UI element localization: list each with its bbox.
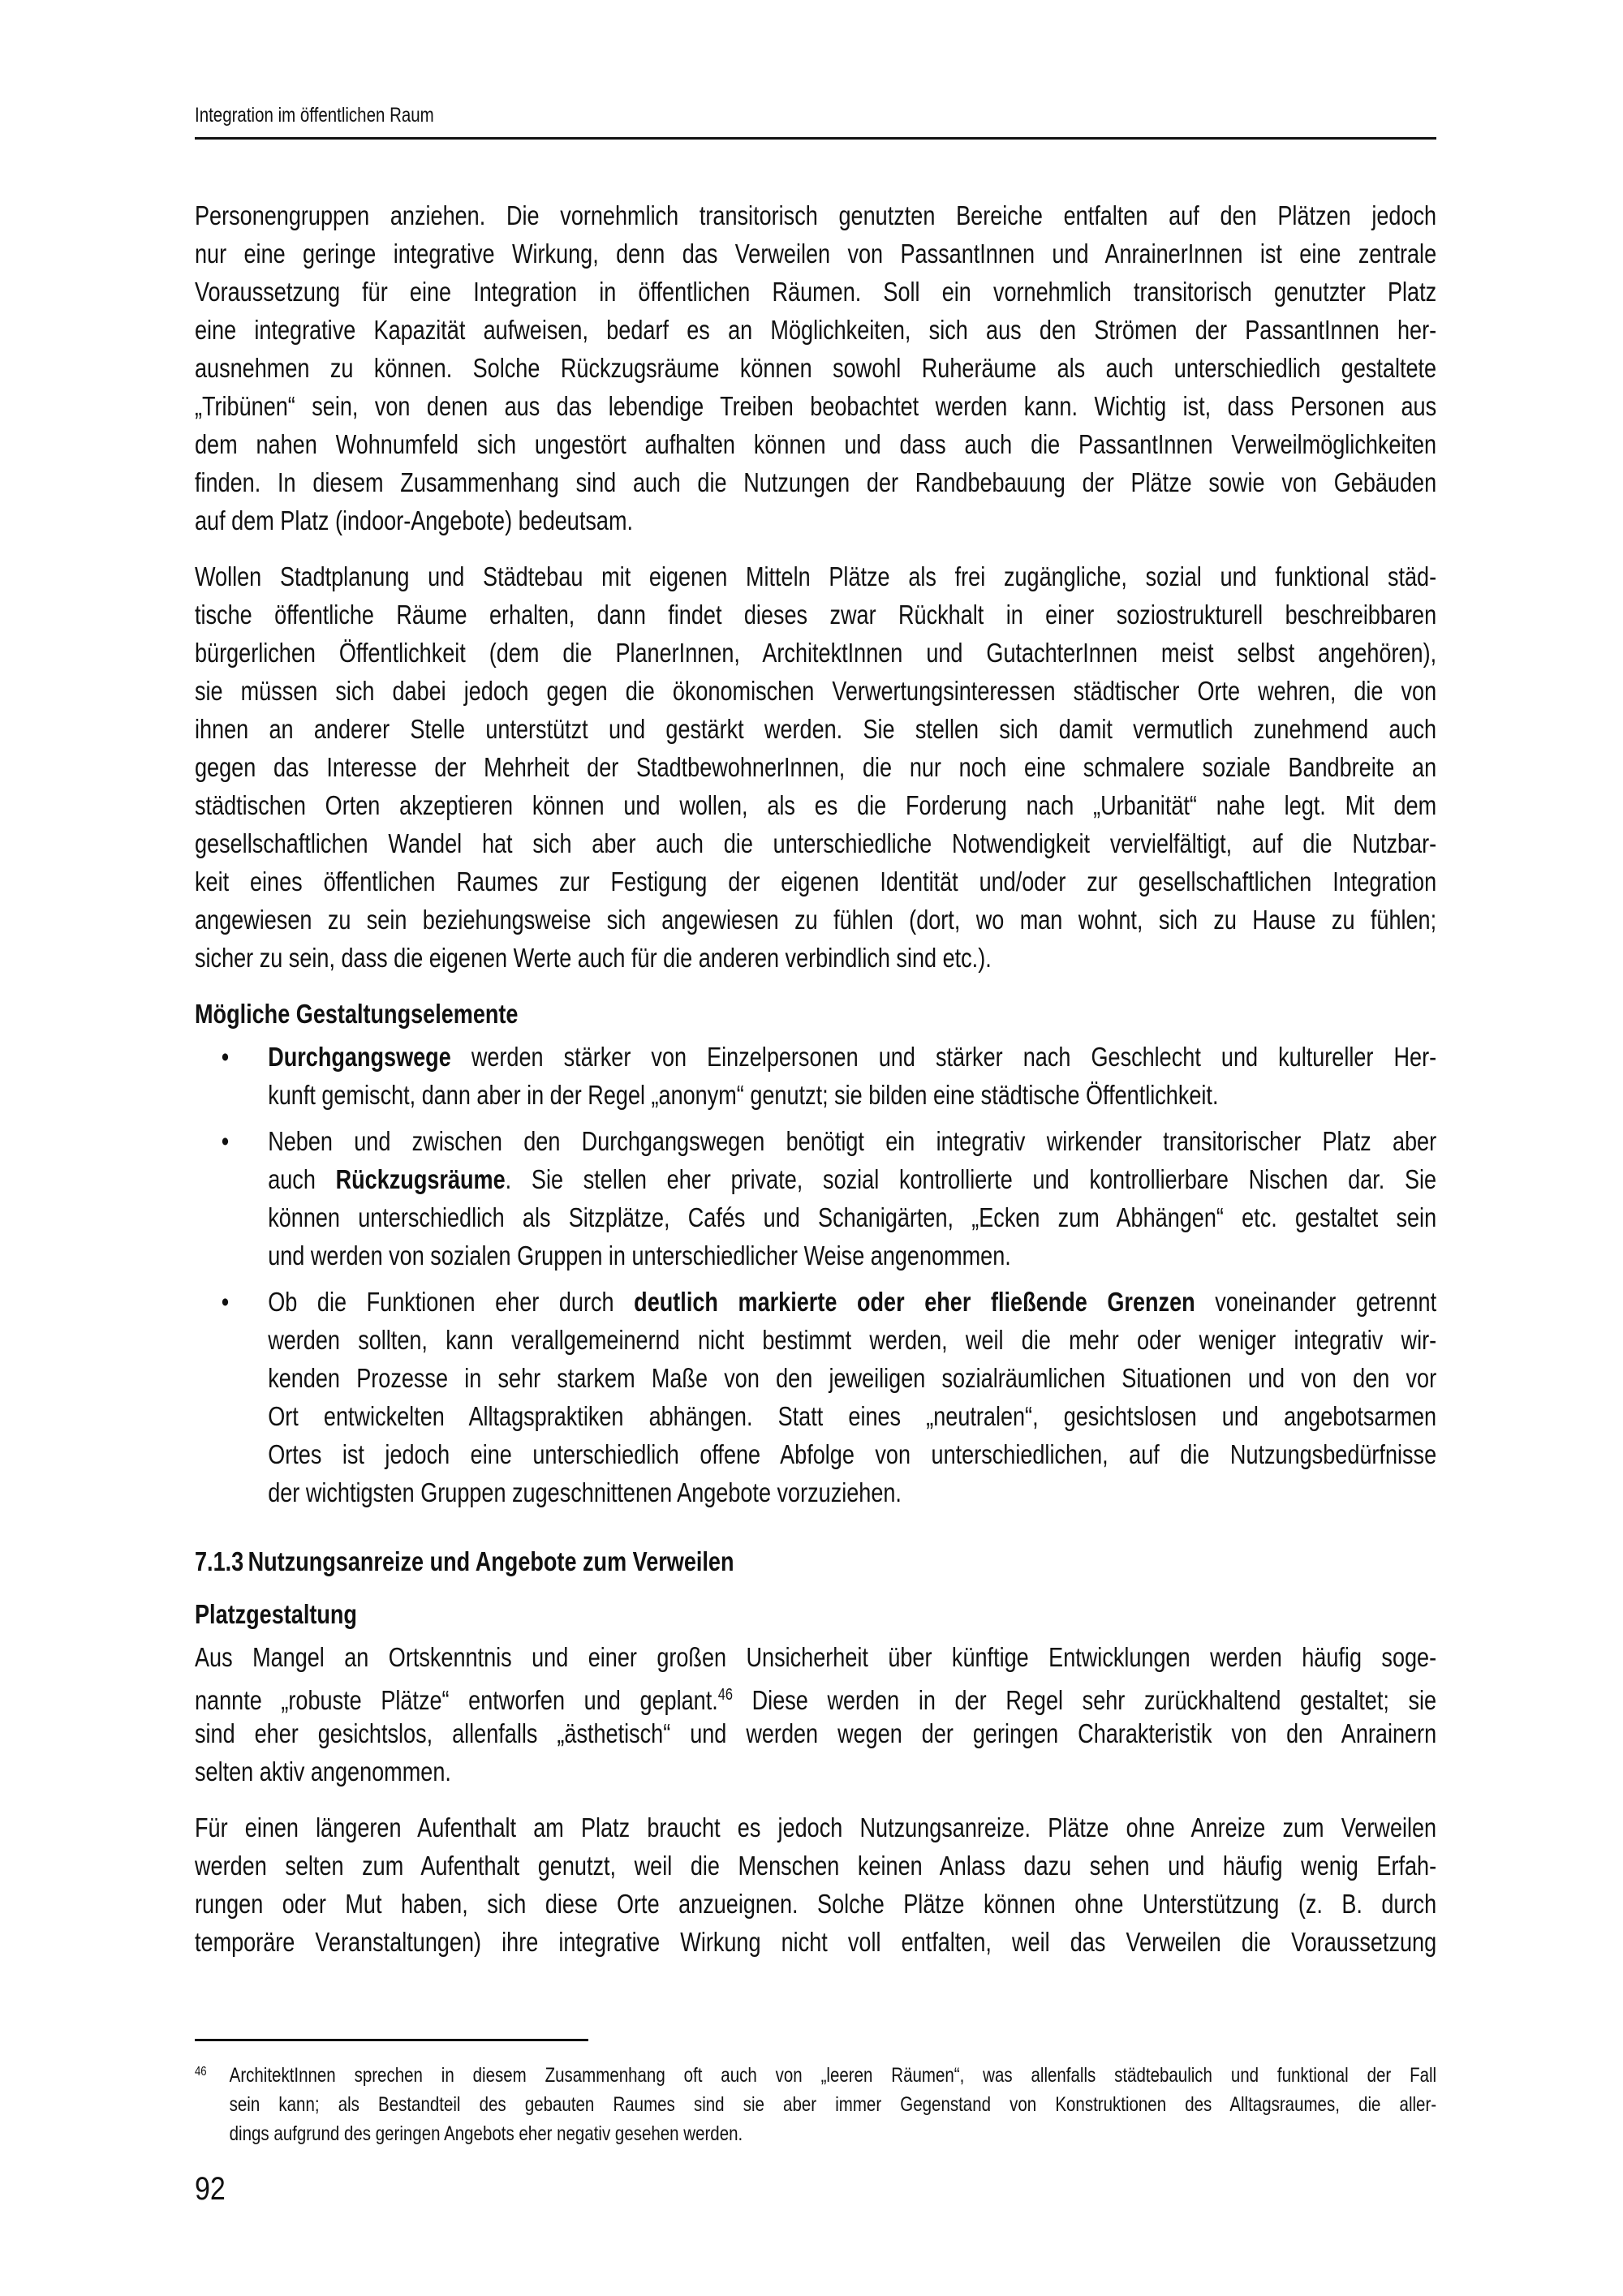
text-line bbox=[195, 1885, 1436, 1923]
line-content: ausnehmen zu können. Solche Rückzugsräume können sowohl Ruheräume als auch unterschiedlich gestaltete bbox=[195, 353, 1437, 383]
text-line bbox=[195, 939, 1436, 977]
footnote-rule bbox=[195, 2039, 588, 2041]
paragraph bbox=[195, 1808, 1436, 1961]
paragraph bbox=[195, 1638, 1436, 1791]
line-content: der wichtigsten Gruppen zugeschnittenen Angebote vorzuziehen. bbox=[268, 1477, 902, 1507]
line-content: eine integrative Kapazität aufweisen, bedarf es an Möglichkeiten, sich aus den Strömen der PassantInnen her- bbox=[195, 315, 1437, 345]
text-line bbox=[195, 196, 1436, 234]
line-content: dings aufgrund des geringen Angebots eher negativ gesehen werden. bbox=[229, 2122, 743, 2145]
line-content: Wollen Stadtplanung und Städtebau mit eigenen Mitteln Plätze als frei zugängliche, sozial und funktional städ- bbox=[195, 561, 1437, 591]
line-content: angewiesen zu sein beziehungsweise sich angewiesen zu fühlen (dort, wo man wohnt, sich zu Hause zu fühlen; bbox=[195, 905, 1437, 935]
line-content: ihnen an anderer Stelle unterstützt und gestärkt werden. Sie stellen sich damit vermutlich zunehmend auch bbox=[195, 714, 1437, 744]
text-line bbox=[195, 595, 1436, 634]
section-title: Nutzungsanreize und Angebote zum Verweilen bbox=[248, 1546, 734, 1576]
line-content: können unterschiedlich als Sitzplätze, Cafés und Schanigärten, „Ecken zum Abhängen“ etc. gestaltet sein bbox=[268, 1202, 1437, 1232]
line-content: Aus Mangel an Ortskenntnis und einer großen Unsicherheit über künftige Entwicklungen werden häufig soge- bbox=[195, 1642, 1437, 1672]
text-line bbox=[268, 1283, 1436, 1321]
header-rule bbox=[195, 137, 1436, 140]
line-content: Personengruppen anziehen. Die vornehmlich transitorisch genutzten Bereiche entfalten auf den Plätzen jedoch bbox=[195, 200, 1437, 230]
line-content: tische öffentliche Räume erhalten, dann findet dieses zwar Rückhalt in einer soziostrukturell beschreibbaren bbox=[195, 600, 1437, 630]
line-content: bürgerlichen Öffentlichkeit (dem die PlanerInnen, ArchitektInnen und GutachterInnen meist selbst angehören), bbox=[195, 638, 1437, 668]
text-line bbox=[268, 1321, 1436, 1359]
text-line bbox=[195, 311, 1436, 349]
text-run: . Sie stellen eher private, sozial kontrollierte und kontrollierbare Nischen dar. Sie bbox=[505, 1164, 1437, 1194]
bullet-item bbox=[195, 1122, 1436, 1275]
line-content bbox=[268, 1042, 1436, 1072]
body-text bbox=[195, 196, 1436, 1979]
text-line bbox=[195, 349, 1436, 387]
text-line bbox=[195, 710, 1436, 748]
footnote-body bbox=[195, 2061, 1436, 2148]
text-line bbox=[268, 1397, 1436, 1435]
text-line bbox=[195, 1714, 1436, 1752]
text-run: Diese werden in der Regel sehr zurückhaltend gestaltet; sie bbox=[732, 1685, 1437, 1715]
text-line bbox=[230, 2061, 1436, 2090]
line-content: sein kann; als Bestandteil des gebauten Raumes sind sie aber immer Gegenstand von Konstruktionen des Alltagsraumes, die aller- bbox=[229, 2093, 1437, 2116]
line-content bbox=[268, 1164, 1436, 1194]
line-content: städtischen Orten akzeptieren können und wollen, als es die Forderung nach „Urbanität“ nahe legt. Mit dem bbox=[195, 790, 1437, 820]
text-line bbox=[195, 463, 1436, 501]
line-content: Für einen längeren Aufenthalt am Platz braucht es jedoch Nutzungsanreize. Plätze ohne Anreize zum Verweilen bbox=[195, 1812, 1437, 1842]
text-line bbox=[195, 1847, 1436, 1885]
bullet-icon: • bbox=[221, 1042, 230, 1072]
footnote-mark: 46 bbox=[195, 2065, 207, 2079]
text-line bbox=[195, 824, 1436, 862]
text-line bbox=[268, 1236, 1436, 1275]
footnote bbox=[195, 2061, 1436, 2148]
bold-term: deutlich markierte oder eher fließende Grenzen bbox=[634, 1287, 1195, 1317]
text-line bbox=[230, 2119, 1436, 2148]
text-line bbox=[195, 501, 1436, 540]
paragraph bbox=[195, 196, 1436, 540]
bullet-icon: • bbox=[221, 1126, 230, 1156]
line-content bbox=[268, 1287, 1436, 1317]
line-content: kenden Prozesse in sehr starkem Maße von den jeweiligen sozialräumlichen Situationen und von den vor bbox=[268, 1363, 1437, 1393]
page-number: 92 bbox=[195, 2171, 226, 2207]
line-content bbox=[195, 1685, 1436, 1715]
line-content: sicher zu sein, dass die eigenen Werte auch für die anderen verbindlich sind etc.). bbox=[195, 943, 992, 973]
running-header: Integration im öffentlichen Raum bbox=[195, 104, 434, 127]
line-content: auf dem Platz (indoor-Angebote) bedeutsam. bbox=[195, 505, 634, 535]
line-content: rungen oder Mut haben, sich diese Orte anzueignen. Solche Plätze können ohne Unterstützung (z. B. durch bbox=[195, 1889, 1437, 1919]
bold-term: Durchgangswege bbox=[268, 1042, 451, 1072]
paragraph bbox=[195, 557, 1436, 977]
text-line bbox=[195, 748, 1436, 786]
text-run: voneinander getrennt bbox=[1195, 1287, 1437, 1317]
text-line bbox=[268, 1038, 1436, 1076]
text-line bbox=[195, 273, 1436, 311]
text-line bbox=[268, 1076, 1436, 1114]
text-line bbox=[268, 1359, 1436, 1397]
bold-term: Rückzugsräume bbox=[335, 1164, 506, 1194]
text-line bbox=[195, 1638, 1436, 1676]
text-line bbox=[195, 557, 1436, 595]
text-line bbox=[195, 901, 1436, 939]
text-line bbox=[268, 1122, 1436, 1160]
bullet-icon: • bbox=[221, 1287, 230, 1317]
bullet-item bbox=[195, 1038, 1436, 1114]
bullet-item bbox=[195, 1283, 1436, 1511]
line-content: nur eine geringe integrative Wirkung, denn das Verweilen von PassantInnen und AnrainerInnen ist eine zentrale bbox=[195, 239, 1437, 269]
text-line bbox=[195, 672, 1436, 710]
text-line bbox=[195, 425, 1436, 463]
text-line bbox=[268, 1160, 1436, 1198]
subheading: Platzgestaltung bbox=[195, 1599, 357, 1629]
line-content: kunft gemischt, dann aber in der Regel „anonym“ genutzt; sie bilden eine städtische Öffentlichkeit. bbox=[268, 1080, 1219, 1110]
section-heading bbox=[195, 1542, 1436, 1580]
line-content: gesellschaftlichen Wandel hat sich aber auch die unterschiedliche Notwendigkeit vervielfältigt, auf die Nutzbar- bbox=[195, 828, 1437, 858]
line-content: finden. In diesem Zusammenhang sind auch die Nutzungen der Randbebauung der Plätze sowie von Gebäuden bbox=[195, 467, 1437, 497]
line-content: werden selten zum Aufenthalt genutzt, weil die Menschen keinen Anlass dazu sehen und häufig wenig Erfah- bbox=[195, 1851, 1437, 1881]
text-line bbox=[195, 634, 1436, 672]
text-line bbox=[268, 1435, 1436, 1473]
text-line bbox=[195, 1752, 1436, 1791]
section-number: 7.1.3 bbox=[195, 1546, 244, 1576]
footnote-reference: 46 bbox=[717, 1686, 733, 1704]
line-content: Ort entwickelten Alltagspraktiken abhängen. Statt eines „neutralen“, gesichtslosen und angebotsarmen bbox=[268, 1401, 1437, 1431]
text-run: werden stärker von Einzelpersonen und stärker nach Geschlecht und kultureller Her- bbox=[450, 1042, 1437, 1072]
text-line bbox=[195, 234, 1436, 273]
line-content: und werden von sozialen Gruppen in unterschiedlicher Weise angenommen. bbox=[268, 1240, 1011, 1271]
line-content: ArchitektInnen sprechen in diesem Zusammenhang oft auch von „leeren Räumen“, was allenfalls städtebaulich und funktional der Fall bbox=[229, 2064, 1437, 2087]
line-content: Neben und zwischen den Durchgangswegen benötigt ein integrativ wirkender transitorischer Platz aber bbox=[268, 1126, 1437, 1156]
text-line bbox=[195, 786, 1436, 824]
line-content: werden sollten, kann verallgemeinernd nicht bestimmt werden, weil die mehr oder weniger integrativ wir- bbox=[268, 1325, 1437, 1355]
line-content: gegen das Interesse der Mehrheit der StadtbewohnerInnen, die nur noch eine schmalere soziale Bandbreite an bbox=[195, 752, 1437, 782]
line-content: keit eines öffentlichen Raumes zur Festigung der eigenen Identität und/oder zur gesellschaftlichen Integration bbox=[195, 866, 1437, 896]
line-content: sie müssen sich dabei jedoch gegen die ökonomischen Verwertungsinteressen städtischer Orte wehren, die von bbox=[195, 676, 1437, 706]
line-content: temporäre Veranstaltungen) ihre integrative Wirkung nicht voll entfalten, weil das Verweilen die Voraussetzung bbox=[195, 1927, 1437, 1957]
text-line bbox=[268, 1198, 1436, 1236]
text-line bbox=[195, 862, 1436, 901]
text-line bbox=[195, 1923, 1436, 1961]
line-content: „Tribünen“ sein, von denen aus das lebendige Treiben beobachtet werden kann. Wichtig ist, dass Personen aus bbox=[195, 391, 1437, 421]
text-run: auch bbox=[268, 1164, 336, 1194]
line-content: sind eher gesichtslos, allenfalls „ästhetisch“ und werden wegen der geringen Charakteristik von den Anrainern bbox=[195, 1718, 1437, 1748]
subheading: Mögliche Gestaltungselemente bbox=[195, 999, 519, 1029]
text-run: Ob die Funktionen eher durch bbox=[268, 1287, 635, 1317]
line-content: Voraussetzung für eine Integration in öffentlichen Räumen. Soll ein vornehmlich transitorisch genutzter Platz bbox=[195, 277, 1437, 307]
text-run: nannte „robuste Plätze“ entworfen und geplant. bbox=[195, 1685, 718, 1715]
line-content: Ortes ist jedoch eine unterschiedlich offene Abfolge von unterschiedlichen, auf die Nutzungsbedürfnisse bbox=[268, 1439, 1437, 1469]
text-line bbox=[268, 1473, 1436, 1511]
text-line bbox=[195, 1808, 1436, 1847]
line-content: dem nahen Wohnumfeld sich ungestört aufhalten können und dass auch die PassantInnen Verweilmöglichkeiten bbox=[195, 429, 1437, 459]
text-line bbox=[195, 387, 1436, 425]
text-line bbox=[230, 2090, 1436, 2119]
line-content: selten aktiv angenommen. bbox=[195, 1756, 451, 1786]
text-line bbox=[195, 1676, 1436, 1714]
